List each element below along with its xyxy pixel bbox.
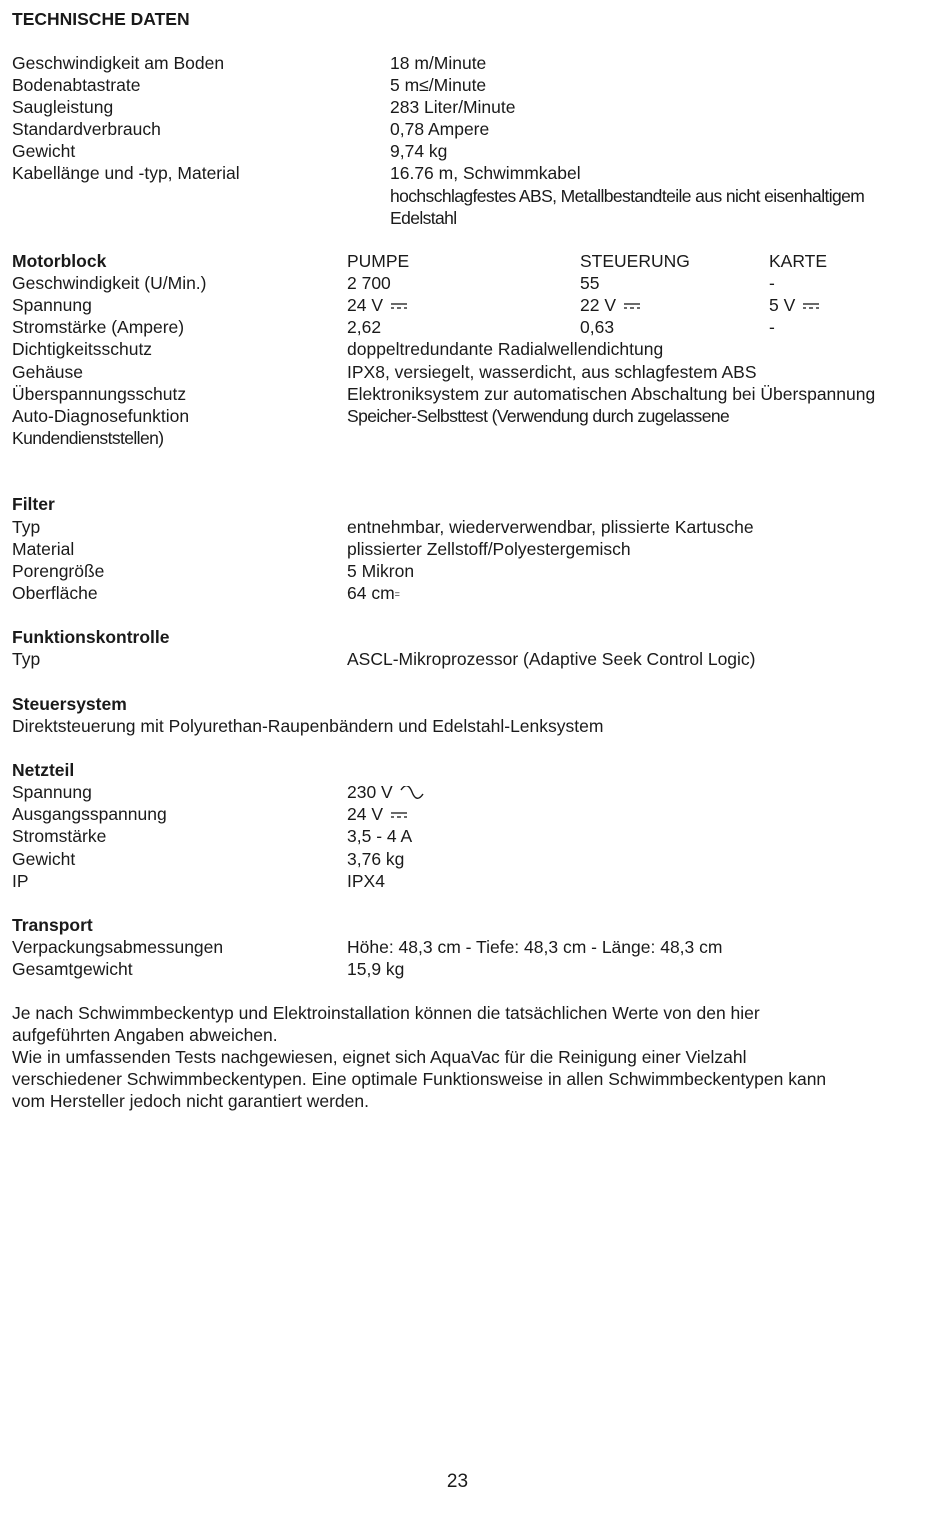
note-line: aufgeführten Angaben abweichen. <box>12 1025 278 1045</box>
spec-label: Kabellänge und -typ, Material <box>12 163 240 183</box>
spec-value: 0,78 Ampere <box>390 119 490 139</box>
spec-label: Typ <box>12 517 41 537</box>
note-line: Je nach Schwimmbeckentyp und Elektroinstallation können die tatsächlichen Werte von den hier <box>12 1003 760 1023</box>
spec-value: ASCL-Mikroprozessor (Adaptive Seek Control Logic) <box>347 649 756 669</box>
spec-label: Standardverbrauch <box>12 119 161 139</box>
spec-value: Speicher-Selbsttest (Verwendung durch zugelassene <box>347 406 730 426</box>
spec-value: 3,5 - 4 A <box>347 826 413 846</box>
spec-label: Porengröße <box>12 561 105 581</box>
dc-voltage-icon <box>623 301 641 311</box>
spec-value: doppeltredundante Radialwellendichtung <box>347 339 664 359</box>
spec-value: 22 V <box>580 295 616 315</box>
section-heading-steering: Steuersystem <box>12 694 127 714</box>
spec-label: Ausgangsspannung <box>12 804 167 824</box>
spec-value-cell <box>347 294 408 316</box>
spec-value-cell <box>580 294 641 316</box>
spec-label: Spannung <box>12 782 92 802</box>
spec-value: 24 V <box>347 804 383 824</box>
spec-value: 230 V <box>347 782 393 802</box>
spec-value: 64 cm <box>347 583 395 603</box>
column-header-karte: KARTE <box>769 251 828 271</box>
spec-value: 3,76 kg <box>347 849 405 869</box>
spec-value: - <box>769 317 775 337</box>
spec-value: IPX4 <box>347 871 385 891</box>
ac-voltage-icon <box>400 786 424 800</box>
spec-label: Geschwindigkeit (U/Min.) <box>12 273 207 293</box>
spec-label: Überspannungsschutz <box>12 384 187 404</box>
spec-value: 15,9 kg <box>347 959 405 979</box>
spec-value: 5 Mikron <box>347 561 415 581</box>
spec-value-cell <box>347 781 424 803</box>
spec-value-continued: Edelstahl <box>390 208 457 228</box>
spec-value: 9,74 kg <box>390 141 448 161</box>
spec-label: Material <box>12 539 75 559</box>
spec-label: Saugleistung <box>12 97 114 117</box>
spec-label: Bodenabtastrate <box>12 75 141 95</box>
spec-label: Stromstärke (Ampere) <box>12 317 185 337</box>
spec-label: Spannung <box>12 295 92 315</box>
spec-value: 24 V <box>347 295 383 315</box>
spec-value-cell <box>347 582 400 605</box>
spec-value-continued: hochschlagfestes ABS, Metallbestandteile aus nicht eisenhaltigem <box>390 186 865 206</box>
spec-label: Gewicht <box>12 849 76 869</box>
section-heading-power-supply: Netzteil <box>12 760 75 780</box>
spec-value: - <box>769 273 775 293</box>
spec-label: Verpackungsabmessungen <box>12 937 224 957</box>
spec-label: Gehäuse <box>12 362 84 382</box>
column-header-pumpe: PUMPE <box>347 251 410 271</box>
page-number: 23 <box>446 1471 469 1492</box>
spec-label: Dichtigkeitsschutz <box>12 339 153 359</box>
spec-label: Gewicht <box>12 141 76 161</box>
steering-text: Direktsteuerung mit Polyurethan-Raupenbändern und Edelstahl-Lenksystem <box>12 716 604 736</box>
dc-voltage-icon <box>802 301 820 311</box>
spec-value: 16.76 m, Schwimmkabel <box>390 163 581 183</box>
spec-label: Auto-Diagnosefunktion <box>12 406 190 426</box>
note-line: vom Hersteller jedoch nicht garantiert werden. <box>12 1091 369 1111</box>
spec-value-cell <box>769 294 820 316</box>
section-heading-motorblock: Motorblock <box>12 251 107 271</box>
spec-label: Typ <box>12 649 41 669</box>
spec-value: IPX8, versiegelt, wasserdicht, aus schlagfestem ABS <box>347 362 757 382</box>
spec-value: plissierter Zellstoff/Polyestergemisch <box>347 539 631 559</box>
spec-value: entnehmbar, wiederverwendbar, plissierte Kartusche <box>347 517 754 537</box>
page-title: TECHNISCHE DATEN <box>12 9 190 29</box>
spec-value: Höhe: 48,3 cm - Tiefe: 48,3 cm - Länge: 48,3 cm <box>347 937 723 957</box>
spec-label: Gesamtgewicht <box>12 959 133 979</box>
spec-value: 5 V <box>769 295 796 315</box>
spec-value-cell <box>347 803 408 825</box>
dc-voltage-icon <box>390 810 408 820</box>
unit-superscript: = <box>394 589 400 599</box>
note-line: Wie in umfassenden Tests nachgewiesen, eignet sich AquaVac für die Reinigung einer Vielzahl <box>12 1047 747 1067</box>
note-line: verschiedener Schwimmbeckentypen. Eine optimale Funktionsweise in allen Schwimmbeckentypen kann <box>12 1069 827 1089</box>
spec-value: 55 <box>580 273 600 293</box>
spec-label: Stromstärke <box>12 826 107 846</box>
spec-value: 283 Liter/Minute <box>390 97 516 117</box>
spec-value: 18 m/Minute <box>390 53 487 73</box>
spec-label: Geschwindigkeit am Boden <box>12 53 225 73</box>
section-heading-transport: Transport <box>12 915 93 935</box>
spec-label: Oberfläche <box>12 583 98 603</box>
section-heading-function-control: Funktionskontrolle <box>12 627 170 647</box>
spec-value-continued: Kundendienststellen) <box>12 428 164 448</box>
spec-value: Elektroniksystem zur automatischen Abschaltung bei Überspannung <box>347 384 876 404</box>
section-heading-filter: Filter <box>12 494 55 514</box>
spec-value: 2 700 <box>347 273 391 293</box>
dc-voltage-icon <box>390 301 408 311</box>
spec-value: 2,62 <box>347 317 382 337</box>
column-header-steuerung: STEUERUNG <box>580 251 690 271</box>
spec-value: 0,63 <box>580 317 615 337</box>
spec-value: 5 m≤/Minute <box>390 75 487 95</box>
spec-label: IP <box>12 871 29 891</box>
